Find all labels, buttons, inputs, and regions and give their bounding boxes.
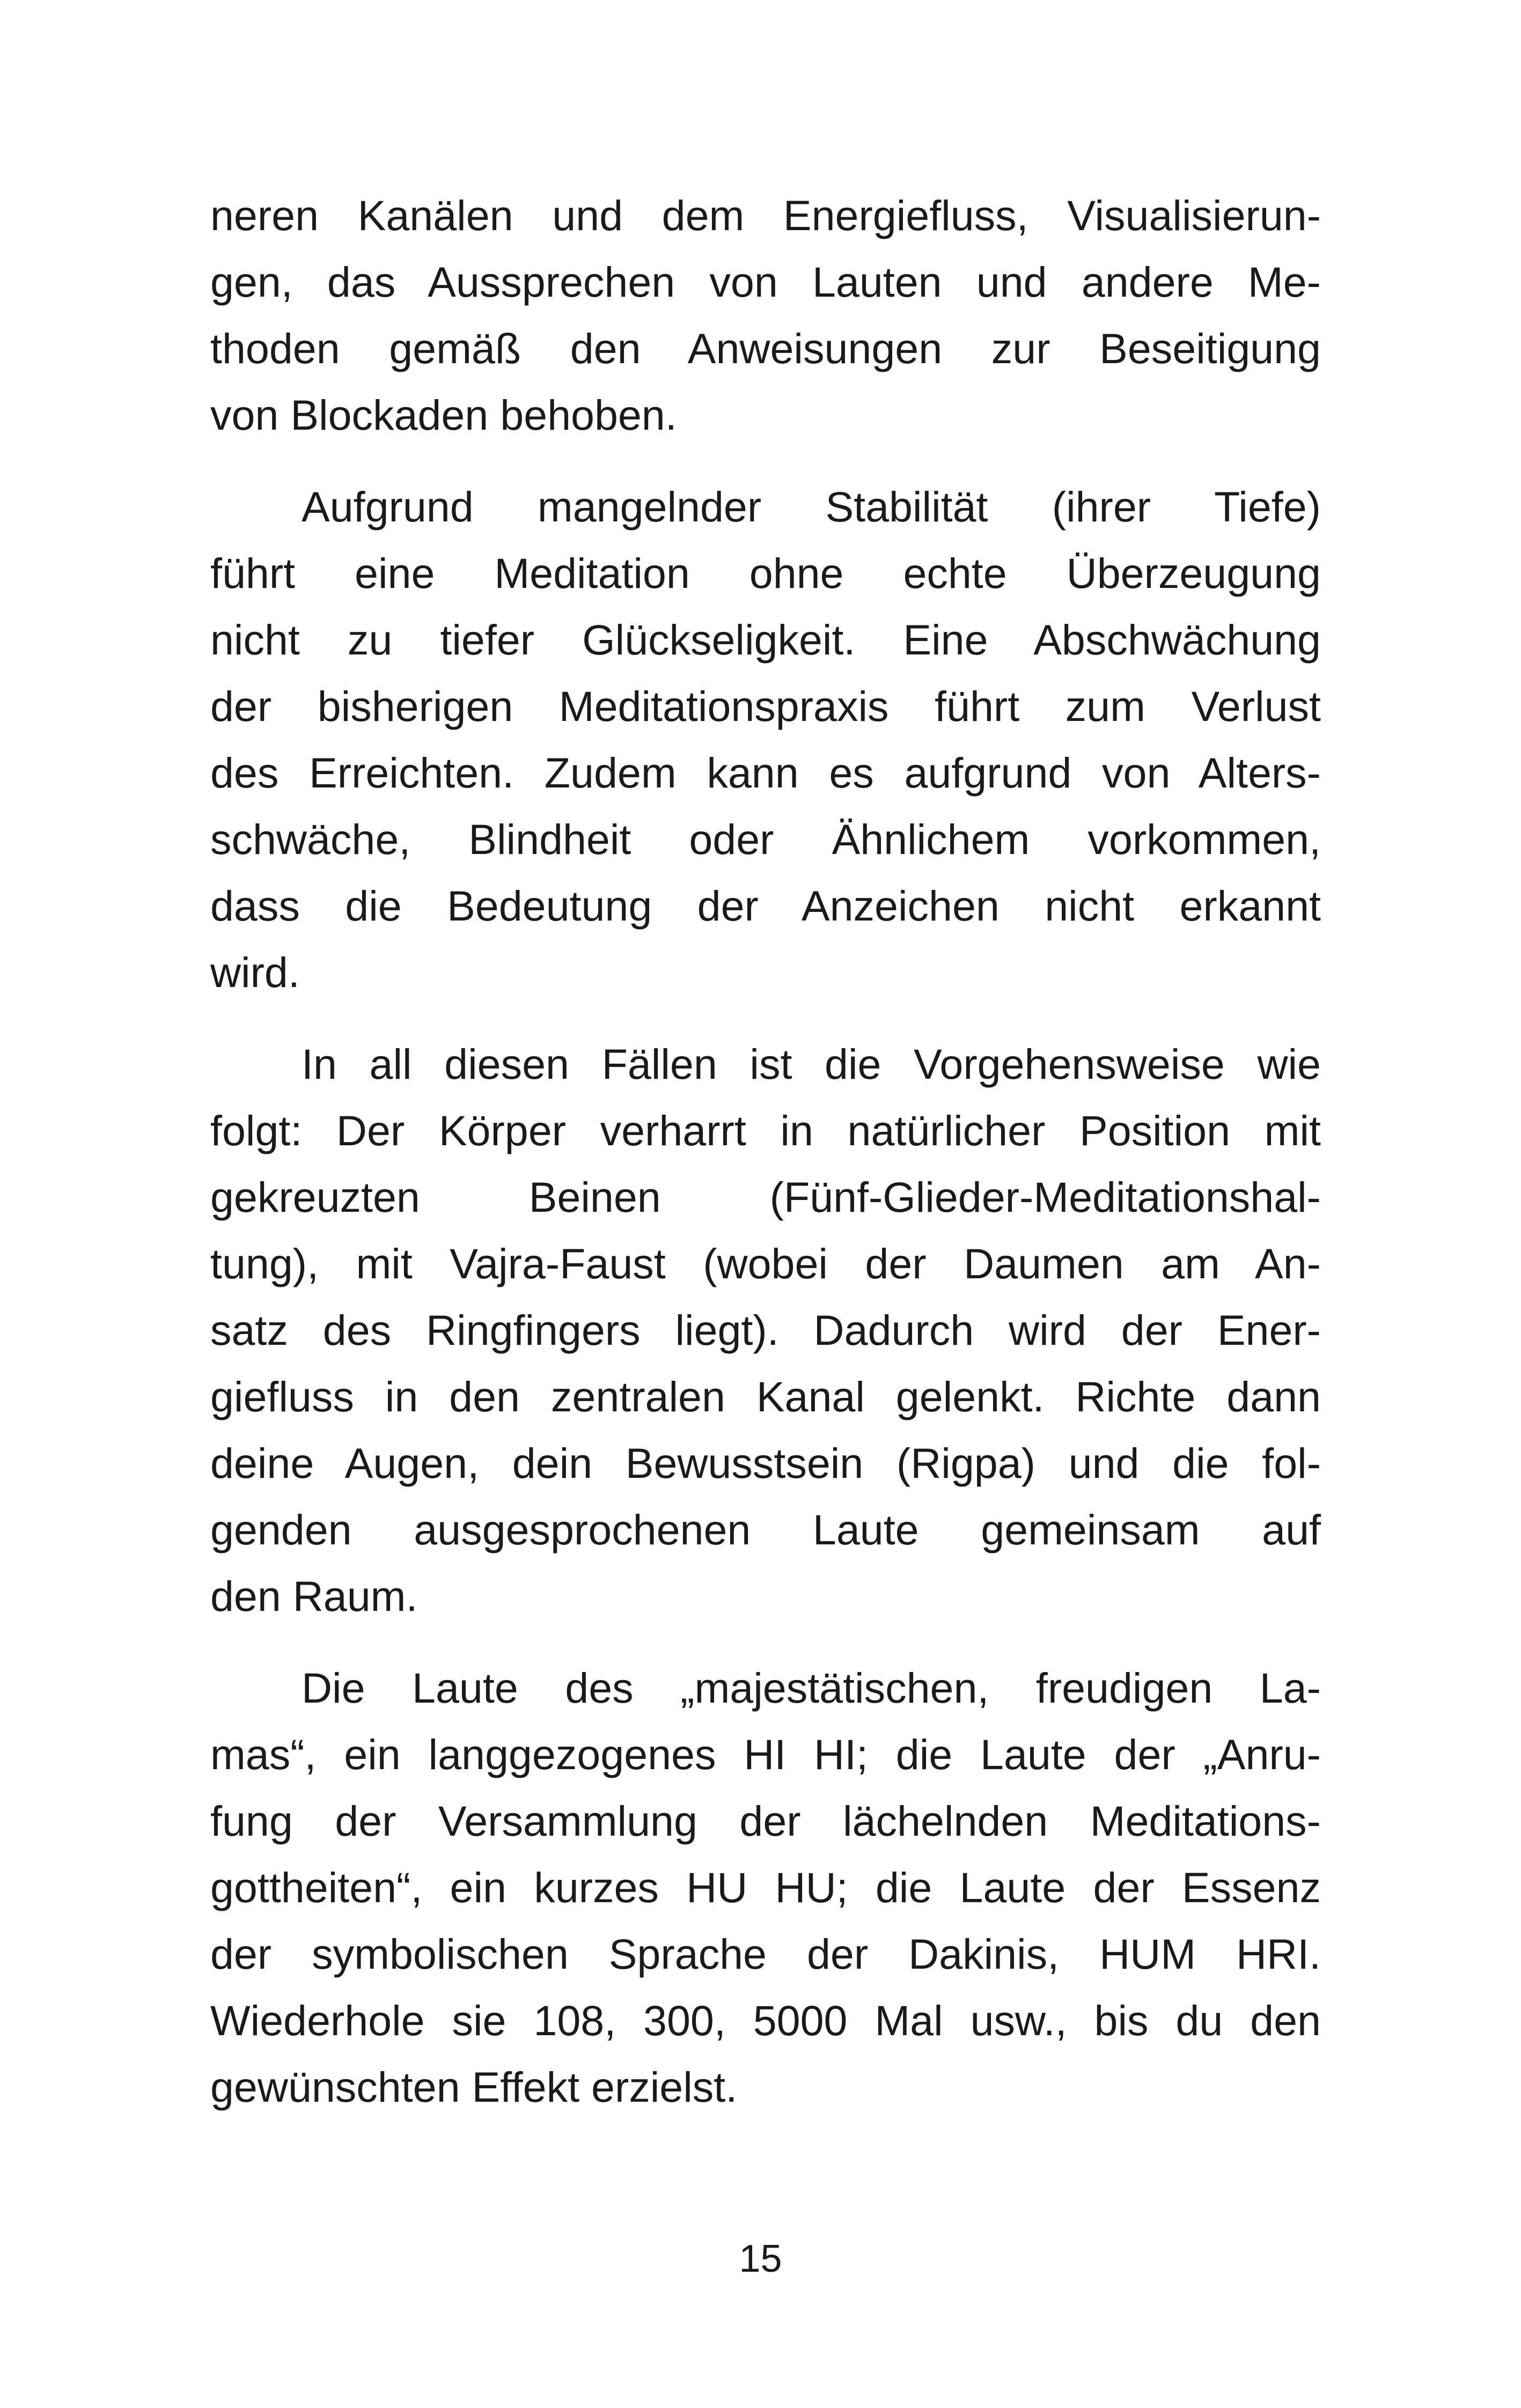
text-line: schwäche, Blindheit oder Ähnlichem vorkommen, (210, 815, 1321, 863)
text-line: satz des Ringfingers liegt). Dadurch wird der Ener- (210, 1306, 1321, 1354)
page-number: 15 (739, 2237, 782, 2280)
text-line: Aufgrund mangelnder Stabilität (ihrer Tiefe) (302, 483, 1321, 531)
text-line: In all diesen Fällen ist die Vorgehensweise wie (302, 1040, 1321, 1088)
text-line: tung), mit Vajra-Faust (wobei der Daumen am An- (210, 1240, 1321, 1287)
text-line: deine Augen, dein Bewusstsein (Rigpa) und die fol- (210, 1439, 1321, 1487)
text-line: des Erreichten. Zudem kann es aufgrund von Alters- (210, 749, 1321, 797)
body-text (210, 182, 1321, 2120)
text-line: mas“, ein langgezogenes HI HI; die Laute der „Anru- (210, 1730, 1321, 1778)
text-line: thoden gemäß den Anweisungen zur Beseitigung (210, 325, 1321, 372)
text-line: Wiederhole sie 108, 300, 5000 Mal usw., bis du den (210, 1997, 1321, 2044)
text-line: gen, das Aussprechen von Lauten und andere Me- (210, 258, 1321, 306)
text-line: der bisherigen Meditationspraxis führt zum Verlust (210, 682, 1321, 730)
paragraph-gap (210, 1630, 1321, 1655)
text-line: Die Laute des „majestätischen, freudigen La- (302, 1664, 1321, 1712)
text-line: nicht zu tiefer Glückseligkeit. Eine Abschwächung (210, 616, 1321, 664)
paragraph-gap (210, 1006, 1321, 1031)
text-line: von Blockaden behoben. (210, 391, 677, 439)
text-line: gewünschten Effekt erzielst. (210, 2063, 738, 2111)
text-line: wird. (210, 948, 300, 996)
text-line: dass die Bedeutung der Anzeichen nicht erkannt (210, 882, 1321, 930)
text-line: führt eine Meditation ohne echte Überzeugung (210, 549, 1321, 597)
text-line: neren Kanälen und dem Energiefluss, Visualisierun- (210, 192, 1321, 239)
paragraph-gap (210, 448, 1321, 474)
text-line: fung der Versammlung der lächelnden Meditations- (210, 1797, 1321, 1845)
text-line: den Raum. (210, 1572, 418, 1620)
text-line: der symbolischen Sprache der Dakinis, HUM HRI. (210, 1930, 1321, 1978)
text-line: gottheiten“, ein kurzes HU HU; die Laute der Essenz (210, 1864, 1321, 1911)
text-line: gekreuzten Beinen (Fünf-Glieder-Meditationshal- (210, 1173, 1321, 1221)
text-line: genden ausgesprochenen Laute gemeinsam auf (210, 1506, 1321, 1553)
text-line: giefluss in den zentralen Kanal gelenkt. Richte dann (210, 1373, 1321, 1420)
text-line: folgt: Der Körper verharrt in natürlicher Position mit (210, 1107, 1321, 1154)
